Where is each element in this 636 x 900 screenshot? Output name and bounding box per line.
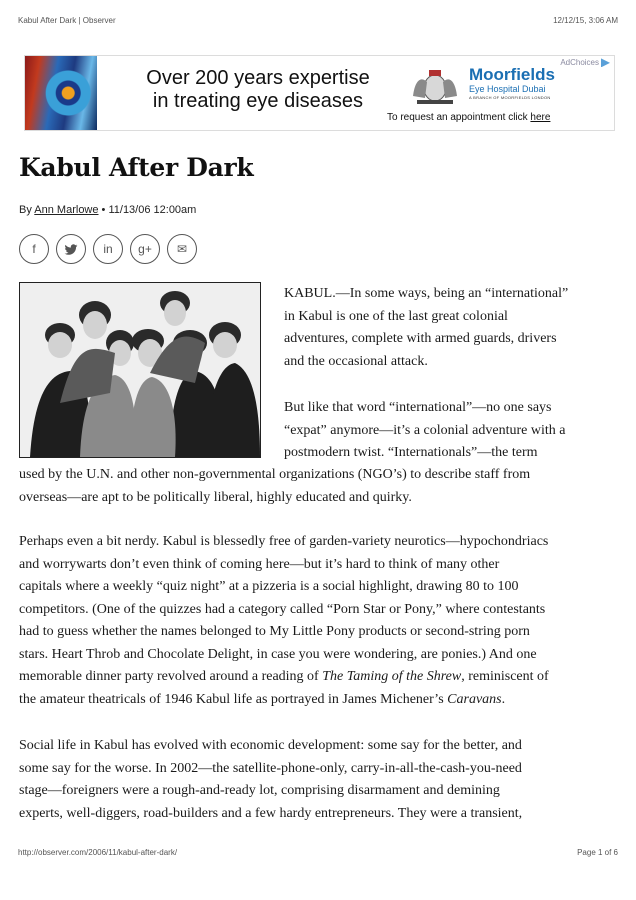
paragraph-line: and the occasional attack. <box>284 353 428 369</box>
paragraph-line <box>19 689 599 712</box>
byline-separator: • <box>98 204 109 216</box>
text-run: the amateur theatricals of 1946 Kabul life as portrayed in James Michener’s <box>19 691 448 707</box>
text-run: memorable dinner party revolved around a reading of <box>19 669 323 684</box>
paragraph-line: in Kabul is one of the last great colonial <box>284 308 508 324</box>
author-link[interactable]: Ann Marlowe <box>34 204 99 216</box>
brand-subtitle: Eye Hospital Dubai <box>469 84 546 94</box>
paragraph-3 <box>19 531 599 711</box>
brand-name: Moorfields <box>469 65 555 84</box>
print-footer <box>18 848 618 860</box>
book-title-taming-of-the-shrew: The Taming of the Shrew <box>322 669 462 684</box>
byline-prefix: By <box>19 204 35 216</box>
linkedin-icon: in <box>103 242 113 256</box>
paragraph-line: capitals where a weekly “quiz night” at a pizzeria is a social highlight, drawing 80 to 100 <box>19 579 519 594</box>
adchoices-label[interactable] <box>560 58 610 67</box>
ad-slogan-line-2: in treating eye diseases <box>152 90 364 112</box>
google-plus-share-button[interactable] <box>130 234 160 264</box>
facebook-share-button[interactable] <box>19 234 49 264</box>
paragraph-line: postmodern twist. “Internationals”—the term <box>284 445 538 460</box>
print-header <box>18 16 618 28</box>
paragraph-line: “expat” anymore—it’s a colonial adventure with a <box>284 422 566 438</box>
page-number: Page 1 of 6 <box>577 848 618 857</box>
paragraph-2-end <box>19 464 599 509</box>
email-icon: ✉ <box>176 242 188 256</box>
paragraph-2-start <box>284 397 594 465</box>
twitter-icon <box>64 242 78 256</box>
paragraph-line <box>19 666 599 689</box>
adchoices-icon <box>601 58 610 67</box>
email-share-button[interactable] <box>167 234 197 264</box>
paragraph-line: competitors. (One of the quizzes had a category called “Porn Star or Pony,” where contestants <box>19 601 546 617</box>
page-url: http://observer.com/2006/11/kabul-after-dark/ <box>18 848 178 857</box>
facebook-icon: f <box>32 242 36 256</box>
article-photo <box>19 282 261 458</box>
paragraph-line: experts, well-diggers, road-builders and a few hardy entrepreneurs. They were a transient, <box>19 805 523 821</box>
paragraph-4 <box>19 735 599 825</box>
byline <box>19 204 196 216</box>
paragraph-line: stage—foreigners were a rough-and-ready lot, comprising disarmament and demining <box>19 783 500 798</box>
text-run: , reminiscent of <box>461 669 549 684</box>
hospital-crest-logo <box>407 66 463 106</box>
paragraph-line: used by the U.N. and other non-governmental organizations (NGO’s) to describe staff from <box>19 467 531 482</box>
paragraph-line: and worrywarts don’t even think of coming here—but it’s hard to think of many other <box>19 556 500 572</box>
google-plus-icon: g+ <box>138 242 152 256</box>
book-title-caravans: Caravans <box>447 691 502 707</box>
advertisement-banner[interactable] <box>24 55 615 131</box>
paragraph-line: Perhaps even a bit nerdy. Kabul is blessedly free of garden-variety neurotics—hypochondriacs <box>19 534 549 549</box>
linkedin-share-button[interactable] <box>93 234 123 264</box>
ad-call-to-action <box>387 112 550 123</box>
print-header-title: Kabul After Dark | Observer <box>18 16 116 25</box>
adchoices-text: AdChoices <box>560 58 599 67</box>
publish-date: 11/13/06 12:00am <box>108 204 197 216</box>
paragraph-line: stars. Heart Throb and Chocolate Delight, in case you were wondering, are ponies.) And one <box>19 646 537 662</box>
paragraph-line: had to guess whether the names belonged to My Little Pony products or second-string porn <box>19 624 530 639</box>
paragraph-line: Social life in Kabul has evolved with economic development: some say for the better, and <box>19 738 522 753</box>
paragraph-1 <box>284 283 594 373</box>
hospital-brand <box>469 66 555 101</box>
ad-slogan <box>133 67 383 113</box>
cta-text: To request an appointment click <box>387 112 531 123</box>
twitter-share-button[interactable] <box>56 234 86 264</box>
eye-closeup-image <box>25 56 97 130</box>
text-run: . <box>501 691 506 707</box>
paragraph-line: adventures, complete with armed guards, drivers <box>284 331 557 346</box>
group-portrait-illustration <box>20 283 260 457</box>
ad-slogan-line-1: Over 200 years expertise <box>146 67 370 89</box>
brand-tagline: A BRANCH OF MOORFIELDS LONDON <box>469 95 551 100</box>
paragraph-line: overseas—are apt to be politically liberal, highly educated and quirky. <box>19 489 412 505</box>
paragraph-line: KABUL.—In some ways, being an “international” <box>284 286 569 301</box>
article-title: Kabul After Dark <box>19 153 254 182</box>
cta-link[interactable]: here <box>530 112 551 123</box>
paragraph-line: some say for the worse. In 2002—the satellite-phone-only, carry-in-all-the-cash-you-need <box>19 760 522 776</box>
print-header-timestamp: 12/12/15, 3:06 AM <box>553 16 618 25</box>
paragraph-line: But like that word “international”—no one says <box>284 400 552 415</box>
